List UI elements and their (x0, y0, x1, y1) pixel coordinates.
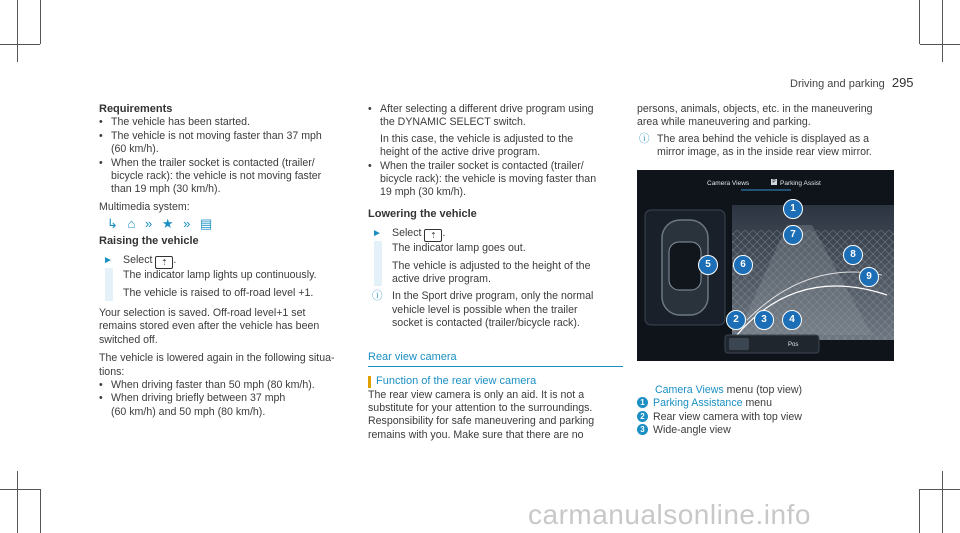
step-bar (105, 268, 113, 301)
crop-mark (0, 489, 40, 490)
step-arrow-icon: ► (103, 255, 113, 267)
callout-badge: 1 (637, 397, 648, 408)
list-item: • When driving briefly between 37 mph (60 km/h) and 50 mph (80 km/h). (99, 392, 361, 419)
paragraph: The rear view camera is only an aid. It is not a substitute for your attention to the surroundings. Responsibility for safe maneuvering and parking remains with you. Make sure that there are no (368, 388, 595, 441)
camera-screen (637, 170, 894, 361)
multimedia-label: Multimedia system: (99, 200, 190, 213)
list-item: • After selecting a different drive program using the DYNAMIC SELECT switch. (368, 103, 623, 130)
callout-9: 9 (859, 267, 879, 287)
menu-path (107, 217, 361, 230)
paragraph: persons, animals, objects, etc. in the maneuvering area while maneuvering and parking. (637, 103, 873, 129)
callout-8: 8 (843, 245, 863, 265)
callout-3: 3 (754, 310, 774, 330)
car-menu-icon: ▤ (200, 216, 213, 232)
crop-mark (942, 471, 943, 533)
instruction-step: ► Select ⇡ . The indicator lamp lights up continuously. The vehicle is raised to off-road level +1. (103, 254, 317, 300)
watermark: carmanualsonline.info (528, 499, 811, 530)
raise-vehicle-icon: ⇡ (424, 229, 442, 242)
camera-view-image (637, 170, 894, 361)
lowering-heading: Lowering the vehicle (368, 207, 477, 220)
tab-parking-assist[interactable]: Parking Assist (780, 180, 821, 187)
paragraph: In this case, the vehicle is adjusted to the height of the active drive program. (380, 132, 574, 159)
callout-4: 4 (782, 310, 802, 330)
list-item: • When driving faster than 50 mph (80 km/h). (99, 379, 361, 392)
callout-6: 6 (733, 255, 753, 275)
function-heading-block (368, 375, 623, 388)
note: ⓘ In the Sport drive program, only the normal vehicle level is possible when the trailer socket is contacted (trailer/bicycle rack). (372, 290, 594, 330)
figure-legend (637, 384, 907, 438)
info-icon: ⓘ (372, 290, 383, 303)
callout-1: 1 (783, 199, 803, 219)
list-item: • When the trailer socket is contacted (trailer/ bicycle rack): the vehicle is moving faster than 19 mph (30 km/h). (368, 160, 623, 200)
return-arrow-icon: ↳ (107, 216, 118, 232)
crop-mark (17, 471, 18, 533)
chevron-right-icon: » (145, 216, 153, 232)
section-title: Driving and parking (790, 78, 885, 90)
instruction-step: ► Select ⇡ . The indicator lamp goes out. The vehicle is adjusted to the height of the active drive program. (372, 227, 591, 286)
legend-item: 2 Rear view camera with top view (637, 411, 907, 424)
callout-7: 7 (783, 225, 803, 245)
requirements-heading: Requirements (99, 103, 173, 115)
chevron-right-icon: » (183, 216, 191, 232)
raise-vehicle-icon: ⇡ (155, 256, 173, 269)
paragraph: Your selection is saved. Off-road level+1 set remains stored even after the vehicle has been switched off. (99, 306, 320, 346)
step-bar (374, 241, 382, 286)
crop-mark (920, 489, 960, 490)
paragraph: The vehicle is lowered again in the following situa- tions: (99, 352, 335, 378)
callout-5: 5 (698, 255, 718, 275)
home-icon: ⌂ (127, 216, 136, 232)
list-item: • The vehicle is not moving faster than 37 mph (60 km/h). (99, 130, 361, 157)
column-1 (99, 103, 361, 419)
crop-mark (919, 0, 920, 44)
crop-mark (0, 44, 40, 45)
list-item: • When the trailer socket is contacted (trailer/ bicycle rack): the vehicle is not moving faster than 19 mph (30 km/h). (99, 157, 361, 197)
info-icon: ⓘ (639, 132, 650, 145)
tab-camera-views[interactable]: Camera Views (707, 180, 750, 187)
note: ⓘ The area behind the vehicle is displayed as a mirror image, as in the inside rear view mirror. (639, 132, 872, 159)
raising-heading: Raising the vehicle (99, 234, 199, 247)
callout-badge: 2 (637, 411, 648, 422)
crop-mark (17, 0, 18, 62)
crop-mark (942, 0, 943, 62)
legend-item: Camera Views menu (top view) (655, 384, 803, 396)
list-item: • The vehicle has been started. (99, 116, 361, 129)
page-number: 295 (891, 75, 914, 90)
warning-bar (368, 376, 371, 388)
callout-badge: 3 (637, 424, 648, 435)
column-2 (368, 103, 623, 442)
legend-item: 1 Parking Assistance menu (637, 397, 907, 410)
parking-icon: P (772, 179, 776, 185)
rear-camera-heading: Rear view camera (368, 351, 623, 367)
callout-2: 2 (726, 310, 746, 330)
crop-mark (920, 44, 960, 45)
step-arrow-icon: ► (372, 228, 382, 240)
pos-button[interactable]: Pos (788, 342, 799, 348)
crop-mark (40, 489, 41, 533)
legend-item: 3 Wide-angle view (637, 424, 907, 437)
function-heading: Function of the rear view camera (376, 375, 537, 388)
running-header (790, 75, 914, 90)
crop-mark (919, 489, 920, 533)
star-icon: ★ (161, 216, 174, 232)
column-3 (637, 103, 899, 160)
crop-mark (40, 0, 41, 44)
